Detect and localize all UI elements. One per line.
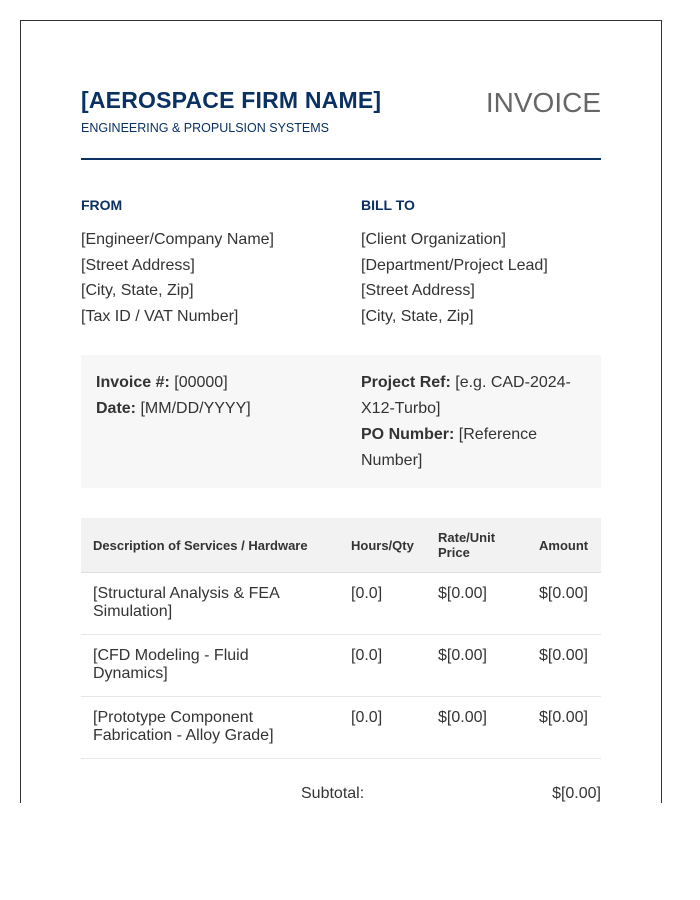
meta-right xyxy=(361,370,586,474)
po-number-label: PO Number: xyxy=(361,426,455,443)
cell-description: [Prototype Component Fabrication - Alloy Grade] xyxy=(81,697,339,759)
firm-subtitle: ENGINEERING & PROPULSION SYSTEMS xyxy=(81,121,329,135)
from-section xyxy=(81,195,321,329)
header-divider xyxy=(81,158,601,160)
col-header-qty: Hours/Qty xyxy=(339,518,426,573)
subtotal-label: Subtotal: xyxy=(301,785,365,802)
from-line: [Tax ID / VAT Number] xyxy=(81,307,239,325)
cell-description: [Structural Analysis & FEA Simulation] xyxy=(81,573,339,635)
document-title: INVOICE xyxy=(485,87,601,118)
from-address xyxy=(81,227,321,329)
project-ref-label: Project Ref: xyxy=(361,374,451,391)
bill-to-line: [Department/Project Lead] xyxy=(361,256,548,274)
invoice-number-label: Invoice #: xyxy=(96,374,170,391)
cell-description: [CFD Modeling - Fluid Dynamics] xyxy=(81,635,339,697)
invoice-meta-panel xyxy=(81,355,601,488)
invoice-date xyxy=(96,396,336,422)
invoice-number xyxy=(96,370,336,396)
po-number xyxy=(361,422,586,474)
from-line: [Engineer/Company Name] xyxy=(81,231,274,248)
meta-left xyxy=(96,370,336,422)
from-line: [City, State, Zip] xyxy=(81,282,194,299)
bill-to-section xyxy=(361,195,601,329)
col-header-rate: Rate/Unit Price xyxy=(426,518,527,573)
bill-to-heading: BILL TO xyxy=(361,197,415,213)
table-row xyxy=(81,635,601,697)
from-line: [Street Address] xyxy=(81,256,195,274)
invoice-sheet xyxy=(20,20,662,803)
subtotal-value: $[0.00] xyxy=(552,785,601,802)
cell-qty: [0.0] xyxy=(339,573,426,635)
col-header-amount: Amount xyxy=(527,518,601,573)
cell-amount: $[0.00] xyxy=(527,635,601,697)
from-heading: FROM xyxy=(81,197,123,213)
bill-to-line: [Street Address] xyxy=(361,282,475,299)
cell-amount: $[0.00] xyxy=(527,573,601,635)
date-label: Date: xyxy=(96,400,137,417)
po-number-value: [Reference Number] xyxy=(361,426,538,469)
table-row xyxy=(81,573,601,635)
bill-to-address xyxy=(361,227,601,329)
cell-qty: [0.0] xyxy=(339,697,426,759)
table-header-row xyxy=(81,518,601,573)
project-ref-value: [e.g. CAD-2024-X12-Turbo] xyxy=(361,374,571,417)
project-ref xyxy=(361,370,586,422)
cell-rate: $[0.00] xyxy=(426,573,527,635)
invoice-number-value: [00000] xyxy=(174,374,228,391)
firm-name: [AEROSPACE FIRM NAME] xyxy=(81,87,382,113)
cell-qty: [0.0] xyxy=(339,635,426,697)
date-value: [MM/DD/YYYY] xyxy=(140,400,251,417)
col-header-description: Description of Services / Hardware xyxy=(81,518,339,573)
cell-rate: $[0.00] xyxy=(426,697,527,759)
cell-rate: $[0.00] xyxy=(426,635,527,697)
bill-to-line: [Client Organization] xyxy=(361,231,506,248)
line-items-table xyxy=(81,518,601,759)
bill-to-line: [City, State, Zip] xyxy=(361,307,474,325)
cell-amount: $[0.00] xyxy=(527,697,601,759)
table-row xyxy=(81,697,601,759)
